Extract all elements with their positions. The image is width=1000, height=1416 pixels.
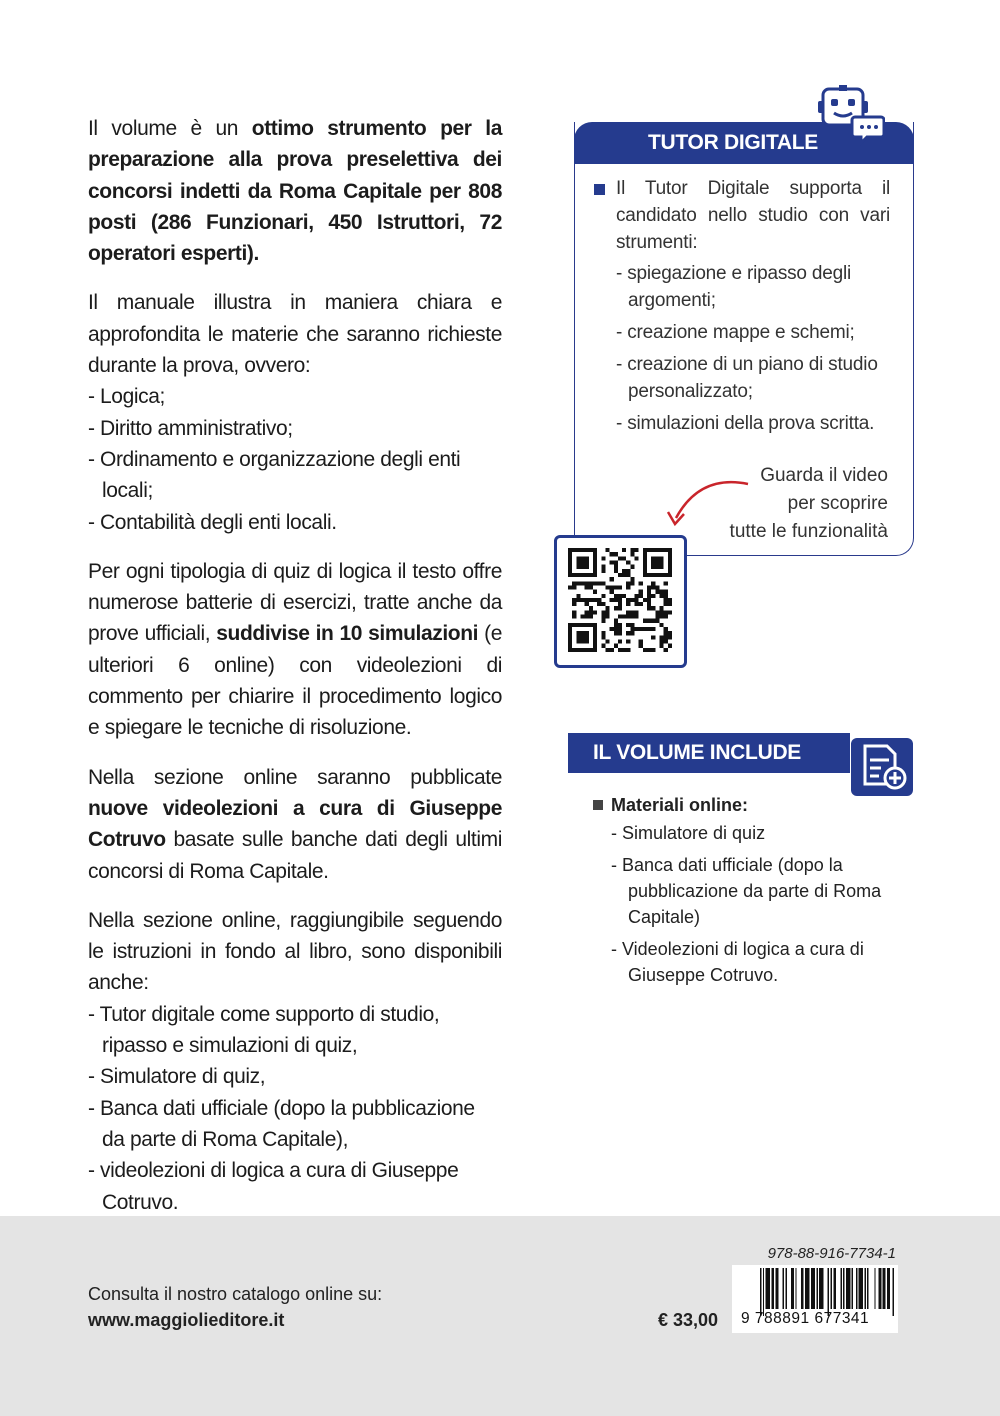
- online-paragraph: Nella sezione online, raggiungibile seguendo le istruzioni in fondo al libro, sono disponibili anche:: [88, 908, 502, 995]
- tutor-feature-list: [616, 260, 890, 437]
- intro-paragraph: Il volume è un ottimo strumento per la preparazione alla prova preselettiva dei concorsi indetti da Roma Capitale per 808 posti (286 Funzionari, 450 Istruttori, 72 operatori esperti).: [88, 117, 502, 266]
- price: € 33,00: [658, 1310, 719, 1330]
- online-materials-heading: Materiali online:: [593, 792, 893, 818]
- online-resources-list: [88, 999, 502, 1218]
- videolessons-paragraph: Nella sezione online saranno pubblicate nuove videolezioni a cura di Giuseppe Cotruvo basate sulle banche dati degli ultimi concorsi di Roma Capitale.: [88, 765, 502, 883]
- tutor-title: TUTOR DIGITALE: [648, 131, 819, 154]
- tutor-feature-item: - spiegazione e ripasso degli argomenti;: [616, 263, 852, 311]
- curved-arrow-icon: [660, 470, 760, 530]
- tutor-feature-item: - creazione di un piano di studio personalizzato;: [616, 354, 878, 402]
- tutor-feature-item: - simulazioni della prova scritta.: [616, 413, 875, 434]
- subject-item: - Diritto amministrativo;: [88, 416, 293, 440]
- subjects-list: [88, 381, 502, 537]
- subject-item: - Ordinamento e organizzazione degli enti locali;: [88, 447, 461, 503]
- manual-paragraph: Il manuale illustra in maniera chiara e approfondita le materie che saranno richieste durante la prova, ovvero:: [88, 291, 502, 378]
- video-call-to-action: Guarda il video per scoprire tutte le funzionalità: [729, 465, 888, 542]
- online-resource-item: - Simulatore di quiz,: [88, 1065, 266, 1089]
- volume-include-list: [593, 792, 893, 994]
- isbn-number: 978-88-916-7734-1: [767, 1245, 896, 1262]
- online-material-item: - Videolezioni di logica a cura di Giuseppe Cotruvo.: [611, 939, 864, 985]
- online-material-item: - Banca dati ufficiale (dopo la pubblicazione da parte di Roma Capitale): [611, 855, 882, 927]
- quiz-paragraph: Per ogni tipologia di quiz di logica il testo offre numerose batterie di esercizi, tratte anche da prove ufficiali, suddivise in 10 simulazioni (e ulteriori 6 online) con videolezioni di commento per chiarire il procedimento logico e spiegare le tecniche di risoluzione.: [88, 559, 502, 740]
- subject-item: - Contabilità degli enti locali.: [88, 510, 337, 534]
- description-column: [88, 113, 502, 1236]
- robot-chat-icon: [815, 85, 885, 149]
- catalog-label: Consulta il nostro catalogo online su:: [88, 1284, 383, 1304]
- tutor-intro: Il Tutor Digitale supporta il candidato nello studio con vari strumenti:: [594, 175, 890, 256]
- document-add-icon: [851, 738, 913, 796]
- qr-code[interactable]: [568, 548, 672, 652]
- catalog-link[interactable]: www.maggiolieditore.it: [88, 1310, 285, 1330]
- online-resource-item: - Tutor digitale come supporto di studio, ripasso e simulazioni di quiz,: [88, 1002, 440, 1058]
- tutor-feature-item: - creazione mappe e schemi;: [616, 322, 855, 343]
- tutor-features: [594, 175, 890, 442]
- volume-include-title: IL VOLUME INCLUDE: [593, 741, 802, 764]
- barcode-digits: 9 788891 677341: [741, 1310, 870, 1327]
- subject-item: - Logica;: [88, 385, 165, 409]
- online-material-item: - Simulatore di quiz: [611, 823, 766, 843]
- online-materials-list: [611, 820, 893, 988]
- online-resource-item: - videolezioni di logica a cura di Giuseppe Cotruvo.: [88, 1159, 459, 1214]
- online-resource-item: - Banca dati ufficiale (dopo la pubblicazione da parte di Roma Capitale),: [88, 1096, 475, 1151]
- barcode: [760, 1268, 894, 1316]
